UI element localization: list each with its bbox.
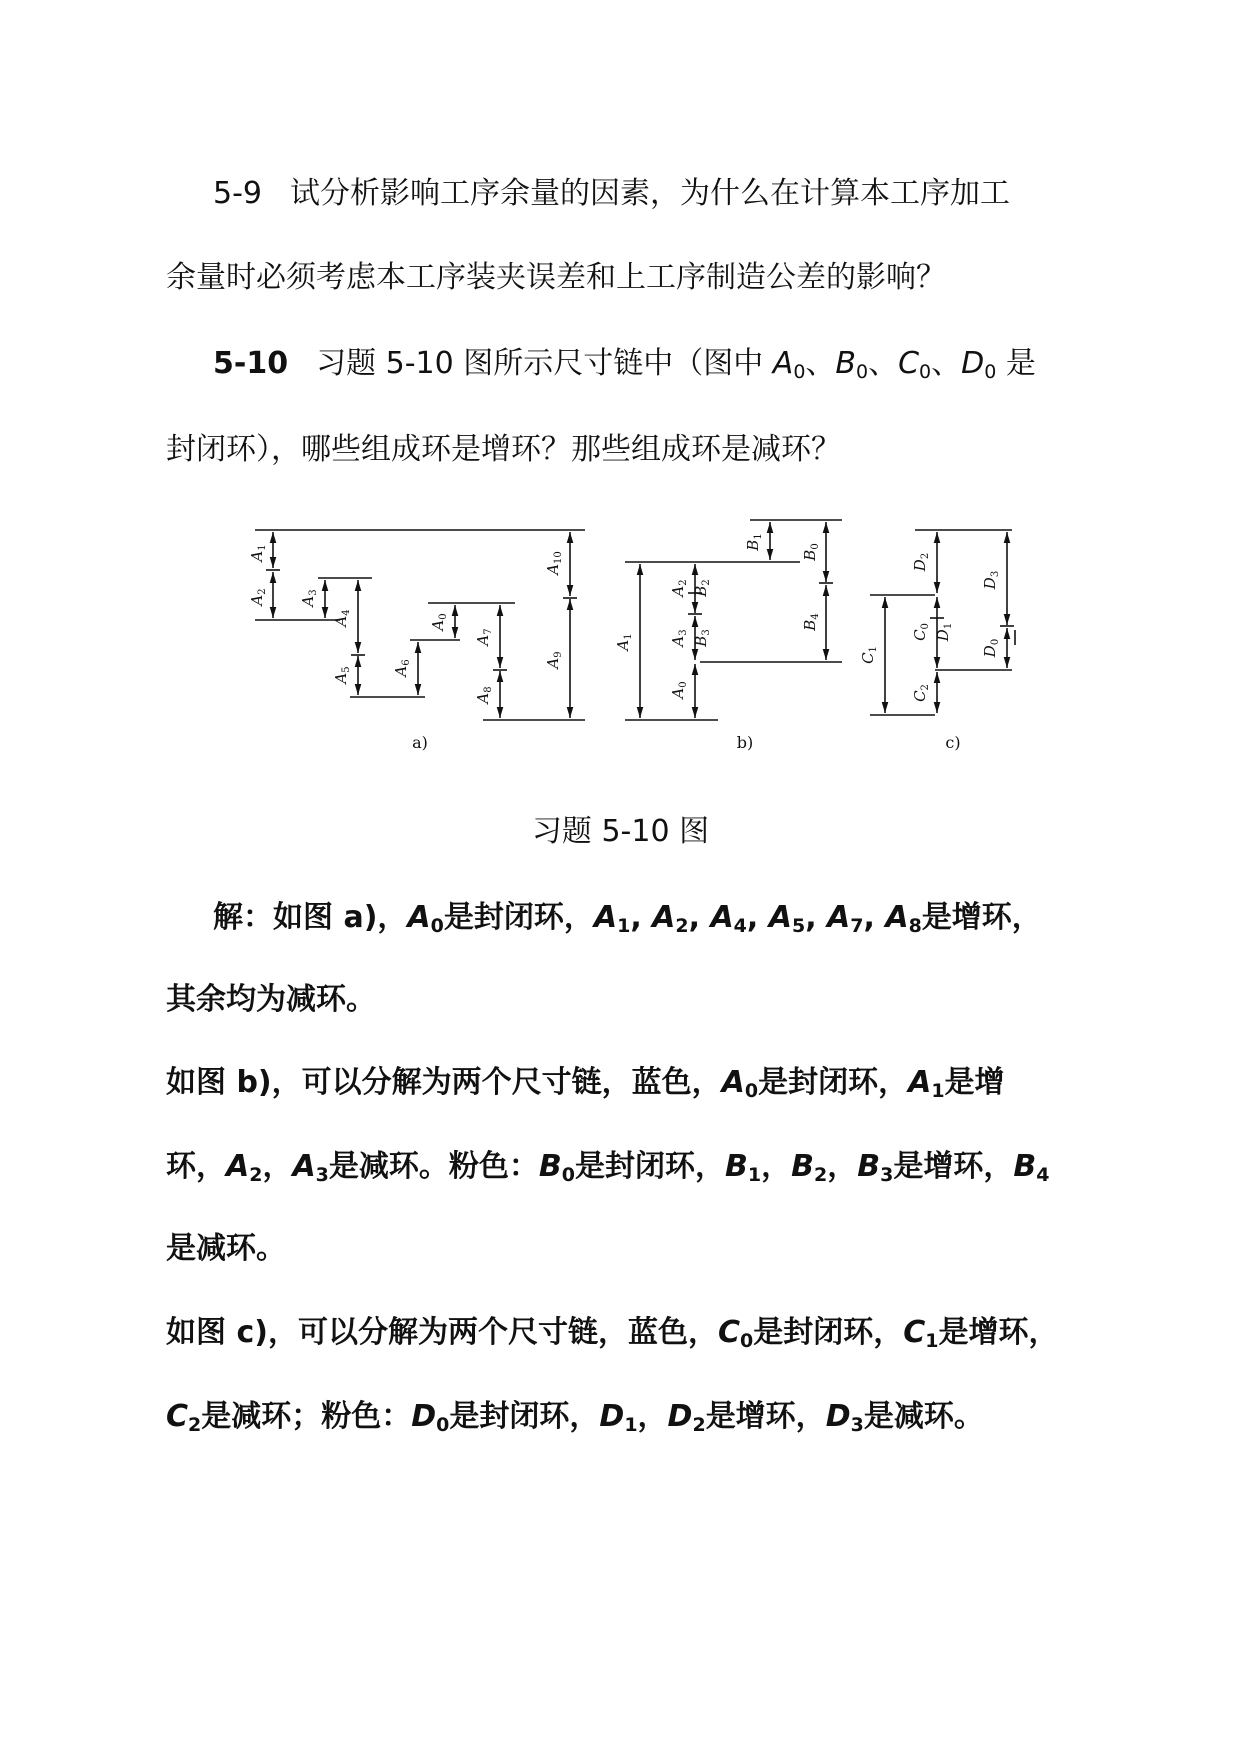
dimension-label-a3: $A_3$	[299, 589, 319, 607]
dimension-label-a6: $A_6$	[392, 659, 412, 677]
answer-b-ring: 环，	[166, 1149, 226, 1184]
comma: ，	[827, 1149, 858, 1184]
sep: 、	[931, 346, 962, 381]
dimension-label-a0: $A_0$	[429, 613, 449, 631]
symbol-B0: B	[835, 346, 856, 381]
answer-c-line-2: $C_2$是减环；粉色：$D_0$是封闭环，$D_1$，$D_2$是增环，$D_3$是减环。	[166, 1399, 984, 1436]
question-5-9-line-2: 余量时必须考虑本工序装夹误差和上工序制造公差的影响？	[166, 260, 946, 295]
comma: ，	[637, 1399, 668, 1434]
symbol-D0: D	[961, 346, 985, 381]
dimension-label-a5: $A_5$	[332, 666, 352, 684]
answer-b-closed: 是封闭环，	[758, 1065, 909, 1100]
sub-0: 0	[919, 361, 932, 383]
dimension-chain-figure	[0, 0, 1241, 790]
dimension-label-b1: $B_1$	[744, 533, 764, 551]
dimension-label-a4: $A_4$	[332, 609, 352, 627]
answer-b-intro: 如图 b)，可以分解为两个尺寸链，蓝色，	[166, 1065, 722, 1100]
answer-b-reduce: 是减环。粉色：	[328, 1149, 539, 1184]
dimension-label-a2: $A_2$	[248, 588, 268, 606]
dimension-label-c0: $C_0$	[911, 623, 931, 641]
dimension-label-a0: $A_0$	[669, 681, 689, 699]
dimension-label-b2: $B_2$	[692, 579, 712, 597]
dimension-label-b4: $B_4$	[801, 613, 821, 631]
panel-label-1: a)	[412, 733, 428, 752]
sep: 、	[868, 346, 899, 381]
answer-b-line-1: 如图 b)，可以分解为两个尺寸链，蓝色，$A_0$是封闭环，$A_1$是增	[166, 1065, 1005, 1102]
answer-b-line-3: 是减环。	[166, 1231, 286, 1266]
answer-c-increase: 是增环，	[938, 1315, 1059, 1350]
question-5-9-text-1: 试分析影响工序余量的因素，为什么在计算本工序加工	[290, 176, 1010, 211]
question-5-10-text-1: 习题 5-10 图所示尺寸链中（图中	[316, 346, 773, 381]
dimension-label-a9: $A_9$	[544, 651, 564, 669]
answer-c-reduce: 是减环；粉色：	[201, 1399, 412, 1434]
panel-label-3: c)	[945, 733, 961, 752]
dimension-label-a1: $A_1$	[614, 633, 634, 651]
question-5-10-line-2: 封闭环），哪些组成环是增环？那些组成环是减环？	[166, 432, 841, 467]
answer-c-increase-2: 是增环，	[705, 1399, 826, 1434]
answer-a-intro: 解：如图 a)，	[213, 900, 408, 935]
answer-c-reduce-2: 是减环。	[863, 1399, 984, 1434]
question-5-10-text-tail: 是	[996, 346, 1036, 381]
answer-c-intro: 如图 c)，可以分解为两个尺寸链，蓝色，	[166, 1315, 718, 1350]
sub-0: 0	[856, 361, 869, 383]
dimension-label-a3: $A_3$	[669, 629, 689, 647]
answer-b-increase-2: 是增环，	[893, 1149, 1014, 1184]
dimension-label-a10: $A_{10}$	[544, 551, 564, 575]
answer-a-line-1: 解：如图 a)，$A_0$是封闭环，$A_1$, $A_2$, $A_4$, $A_5$, $A_7$, $A_8$是增环，	[213, 900, 1042, 937]
symbol-C0: C	[898, 346, 920, 381]
dimension-label-b0: $B_0$	[801, 543, 821, 561]
answer-c-line-1: 如图 c)，可以分解为两个尺寸链，蓝色，$C_0$是封闭环，$C_1$是增环，	[166, 1315, 1059, 1352]
question-5-10-number: 5-10	[213, 346, 289, 381]
comma: ，	[761, 1149, 792, 1184]
answer-a-closed: 是封闭环，	[443, 900, 594, 935]
sub-0: 0	[984, 361, 997, 383]
sep: 、	[805, 346, 836, 381]
answer-c-closed-2: 是封闭环，	[449, 1399, 600, 1434]
panel-label-2: b)	[736, 733, 754, 752]
question-5-9-number: 5-9	[213, 176, 262, 211]
dimension-label-a8: $A_8$	[474, 686, 494, 704]
dimension-label-d3: $D_3$	[981, 570, 1001, 590]
dimension-label-a1: $A_1$	[248, 544, 268, 562]
dimension-label-c1: $C_1$	[859, 646, 879, 664]
dimension-label-b3: $B_3$	[692, 629, 712, 647]
answer-b-increase: 是增	[944, 1065, 1005, 1100]
dimension-label-d0: $D_0$	[981, 638, 1001, 658]
dimension-label-d1: $D_1$	[934, 622, 954, 642]
answer-b-line-2: 环，$A_2$，$A_3$是减环。粉色：$B_0$是封闭环，$B_1$，$B_2$，$B_3$是增环，$B_4$	[166, 1149, 1050, 1186]
symbol-A0: A	[772, 346, 794, 381]
figure-caption: 习题 5-10 图	[531, 814, 710, 849]
sub-0: 0	[793, 361, 806, 383]
dimension-label-a7: $A_7$	[474, 628, 494, 646]
answer-a-line-2: 其余均为减环。	[166, 982, 376, 1017]
dimension-label-c2: $C_2$	[911, 684, 931, 702]
answer-a-increase: 是增环，	[921, 900, 1042, 935]
answer-b-closed-2: 是封闭环，	[575, 1149, 726, 1184]
dimension-label-a2: $A_2$	[669, 579, 689, 597]
comma: ，	[262, 1149, 293, 1184]
answer-c-closed: 是封闭环，	[753, 1315, 904, 1350]
dimension-label-d2: $D_2$	[911, 552, 931, 572]
